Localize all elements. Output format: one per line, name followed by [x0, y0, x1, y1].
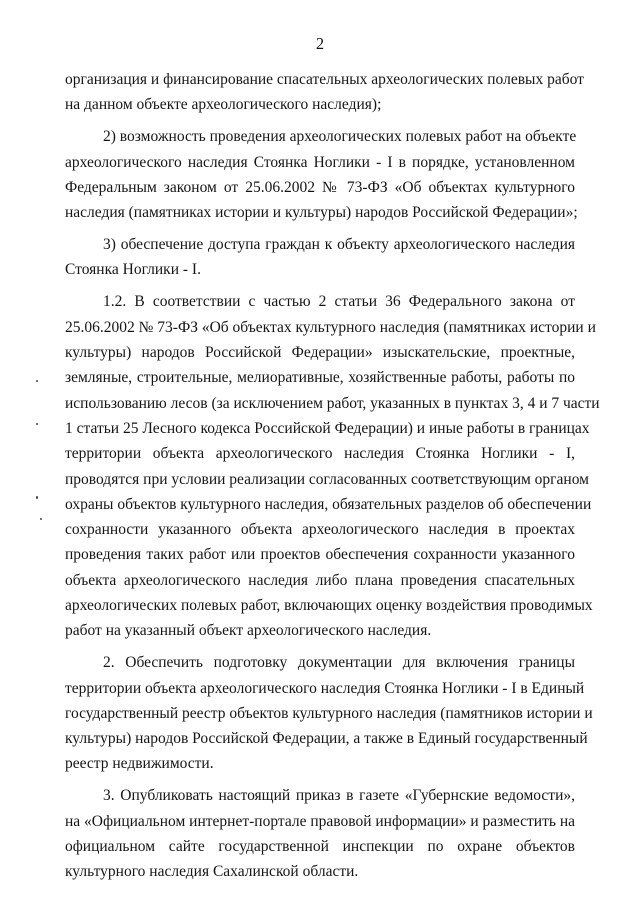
document-body: [65, 67, 600, 891]
text-line: на данном объекте археологического наследия);: [65, 96, 382, 114]
paragraph-intro-continuation: [65, 67, 584, 118]
text-line: территории объекта археологического наследия Стоянка Ноглики - I в Единый: [65, 679, 585, 697]
text-line: 1 статьи 25 Лесного кодекса Российской Федерации) и иные работы в границах: [65, 419, 590, 437]
paragraph-section-3: [65, 783, 575, 884]
text-line: земляные, строительные, мелиоративные, хозяйственные работы, работы по: [65, 369, 575, 387]
text-line: на «Официальном интернет-портале правовой информации» и разместить на: [65, 812, 575, 830]
text-line: Стоянка Ноглики - I.: [65, 261, 201, 279]
text-line: работ на указанный объект археологического наследия.: [65, 622, 432, 640]
text-line: территории объекта археологического наследия Стоянка Ноглики - I,: [65, 445, 575, 463]
text-line: археологического наследия Стоянка Ноглики - I в порядке, установленном: [65, 153, 575, 171]
text-line: наследия (памятниках истории и культуры) народов Российской Федерации»;: [65, 204, 578, 222]
text-line: 3. Опубликовать настоящий приказ в газете «Губернские ведомости»,: [103, 787, 575, 805]
paragraph-section-2: [65, 650, 593, 776]
text-line: культурного наследия Сахалинской области.: [65, 863, 359, 881]
text-line: Федеральным законом от 25.06.2002 № 73-ФЗ «Об объектах культурного: [65, 178, 575, 196]
text-line: 2) возможность проведения археологических полевых работ на объекте: [103, 128, 577, 146]
text-line: 1.2. В соответствии с частью 2 статьи 36 Федерального закона от: [103, 293, 575, 311]
scan-speck: [40, 518, 42, 520]
text-line: охраны объектов культурного наследия, обязательных разделов об обеспечении: [65, 495, 592, 513]
text-line: реестр недвижимости.: [65, 755, 214, 773]
text-line: культуры) народов Российской Федерации» изыскательские, проектные,: [65, 344, 575, 362]
page-number: 2: [315, 34, 325, 53]
text-line: проводятся при условии реализации согласованных соответствующим органом: [65, 470, 589, 488]
text-line: официальном сайте государственной инспекции по охране объектов: [65, 838, 575, 856]
paragraph-item-2: [65, 124, 578, 225]
text-line: использованию лесов (за исключением работ, указанных в пунктах 3, 4 и 7 части: [65, 394, 600, 412]
text-line: организация и финансирование спасательных археологических полевых работ: [65, 71, 584, 88]
text-line: сохранности указанного объекта археологического наследия в проектах: [65, 521, 575, 539]
scan-speck: [36, 496, 38, 499]
text-line: археологических полевых работ, включающих оценку воздействия проводимых: [65, 597, 593, 614]
text-line: 3) обеспечение доступа граждан к объекту археологического наследия: [103, 236, 575, 254]
text-line: 25.06.2002 № 73-ФЗ «Об объектах культурного наследия (памятниках истории и: [65, 318, 596, 336]
text-line: проведения таких работ или проектов обеспечения сохранности указанного: [65, 546, 575, 564]
scan-speck: [36, 423, 38, 425]
text-line: государственный реестр объектов культурного наследия (памятников истории и: [65, 704, 593, 722]
text-line: объекта археологического наследия либо плана проведения спасательных: [65, 571, 575, 589]
text-line: культуры) народов Российской Федерации, а также в Единый государственный: [65, 730, 588, 748]
paragraph-item-3: [65, 232, 575, 283]
scan-speck: [36, 380, 38, 382]
paragraph-section-1-2: [65, 289, 600, 643]
text-line: 2. Обеспечить подготовку документации для включения границы: [103, 654, 575, 672]
